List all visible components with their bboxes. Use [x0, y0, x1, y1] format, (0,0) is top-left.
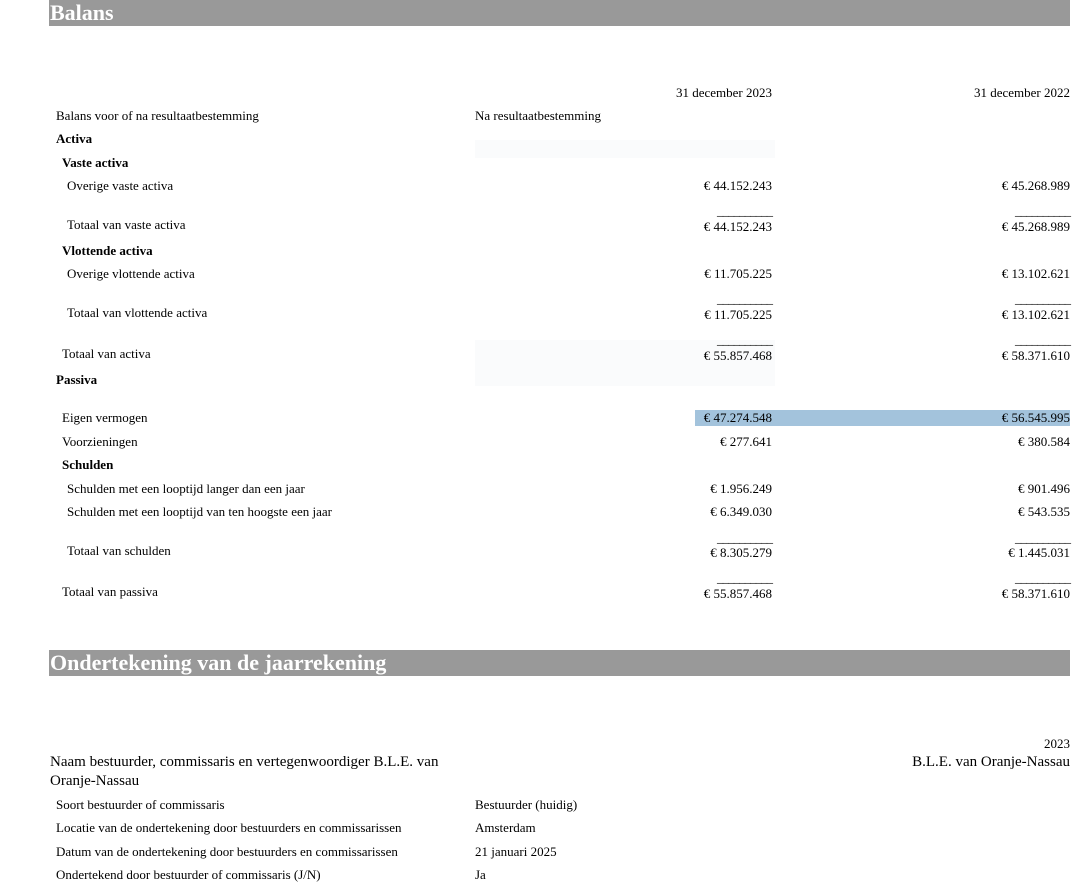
- totaal-vaste-2022: € 45.268.989: [1001, 219, 1070, 234]
- eigen-vermogen-2023: € 47.274.548: [703, 410, 772, 425]
- totaal-activa-label: Totaal van activa: [62, 346, 151, 361]
- vaste-activa-heading: Vaste activa: [62, 155, 129, 170]
- subtotal-rule: __________: [1015, 291, 1070, 306]
- totaal-vlottende-2023: € 11.705.225: [704, 307, 772, 322]
- totaal-vaste-label: Totaal van vaste activa: [67, 217, 186, 232]
- totaal-vlottende-2022: € 13.102.621: [1001, 307, 1070, 322]
- naam-label-line1: Naam bestuurder, commissaris en vertegenwoordiger B.L.E. van: [50, 754, 439, 770]
- ondertekend-value: Ja: [475, 867, 486, 882]
- subtotal-rule: __________: [717, 203, 772, 218]
- overige-vlottende-2023: € 11.705.225: [704, 266, 772, 281]
- overige-vaste-2023: € 44.152.243: [703, 178, 772, 193]
- schulden-lang-2022: € 901.496: [1018, 481, 1070, 496]
- locatie-value: Amsterdam: [475, 820, 536, 835]
- schulden-lang-label: Schulden met een looptijd langer dan een jaar: [67, 481, 305, 496]
- ondertekend-label: Ondertekend door bestuurder of commissaris (J/N): [56, 867, 321, 882]
- col-header-2023: 31 december 2023: [675, 85, 772, 100]
- ondertekening-year: 2023: [1044, 736, 1070, 751]
- bestemming-label: Balans voor of na resultaatbestemming: [56, 108, 259, 123]
- schulden-heading: Schulden: [62, 457, 114, 472]
- totaal-passiva-2023: € 55.857.468: [703, 586, 772, 601]
- bestemming-value: Na resultaatbestemming: [475, 108, 601, 123]
- totaal-schulden-2022: € 1.445.031: [1008, 545, 1070, 560]
- eigen-vermogen-2022: € 56.545.995: [1001, 410, 1070, 425]
- datum-label: Datum van de ondertekening door bestuurders en commissarissen: [56, 844, 398, 859]
- naam-value: B.L.E. van Oranje-Nassau: [912, 754, 1070, 770]
- totaal-vaste-2023: € 44.152.243: [703, 219, 772, 234]
- subtotal-rule: __________: [717, 332, 772, 347]
- overige-vaste-2022: € 45.268.989: [1001, 178, 1070, 193]
- totaal-schulden-2023: € 8.305.279: [710, 545, 772, 560]
- subtotal-rule: __________: [1015, 332, 1070, 347]
- subtotal-rule: __________: [1015, 530, 1070, 545]
- balans-title: Balans: [49, 0, 1070, 26]
- locatie-label: Locatie van de ondertekening door bestuurders en commissarissen: [56, 820, 402, 835]
- subtotal-rule: __________: [717, 530, 772, 545]
- shade-box: [475, 140, 775, 158]
- overige-vaste-label: Overige vaste activa: [67, 178, 174, 193]
- totaal-activa-2022: € 58.371.610: [1001, 348, 1070, 363]
- col-header-2022: 31 december 2022: [973, 85, 1070, 100]
- subtotal-rule: __________: [1015, 570, 1070, 585]
- passiva-heading: Passiva: [56, 372, 98, 387]
- schulden-kort-label: Schulden met een looptijd van ten hoogste een jaar: [67, 504, 332, 519]
- voorzieningen-2022: € 380.584: [1018, 434, 1070, 449]
- vlottende-activa-heading: Vlottende activa: [62, 243, 153, 258]
- schulden-lang-2023: € 1.956.249: [710, 481, 772, 496]
- naam-label-line2: Oranje-Nassau: [50, 773, 140, 789]
- voorzieningen-label: Voorzieningen: [62, 434, 138, 449]
- ondertekening-title: Ondertekening van de jaarrekening: [49, 650, 1070, 676]
- datum-value: 21 januari 2025: [475, 844, 557, 859]
- totaal-passiva-2022: € 58.371.610: [1001, 586, 1070, 601]
- schulden-kort-2022: € 543.535: [1018, 504, 1070, 519]
- totaal-vlottende-label: Totaal van vlottende activa: [67, 305, 208, 320]
- totaal-activa-2023: € 55.857.468: [703, 348, 772, 363]
- activa-heading: Activa: [56, 131, 93, 146]
- totaal-schulden-label: Totaal van schulden: [67, 543, 171, 558]
- subtotal-rule: __________: [717, 570, 772, 585]
- subtotal-rule: __________: [1015, 203, 1070, 218]
- totaal-passiva-label: Totaal van passiva: [62, 584, 158, 599]
- eigen-vermogen-label: Eigen vermogen: [62, 410, 148, 425]
- schulden-kort-2023: € 6.349.030: [710, 504, 772, 519]
- soort-label: Soort bestuurder of commissaris: [56, 797, 225, 812]
- voorzieningen-2023: € 277.641: [720, 434, 772, 449]
- soort-value: Bestuurder (huidig): [475, 797, 578, 812]
- subtotal-rule: __________: [717, 291, 772, 306]
- overige-vlottende-2022: € 13.102.621: [1001, 266, 1070, 281]
- overige-vlottende-label: Overige vlottende activa: [67, 266, 195, 281]
